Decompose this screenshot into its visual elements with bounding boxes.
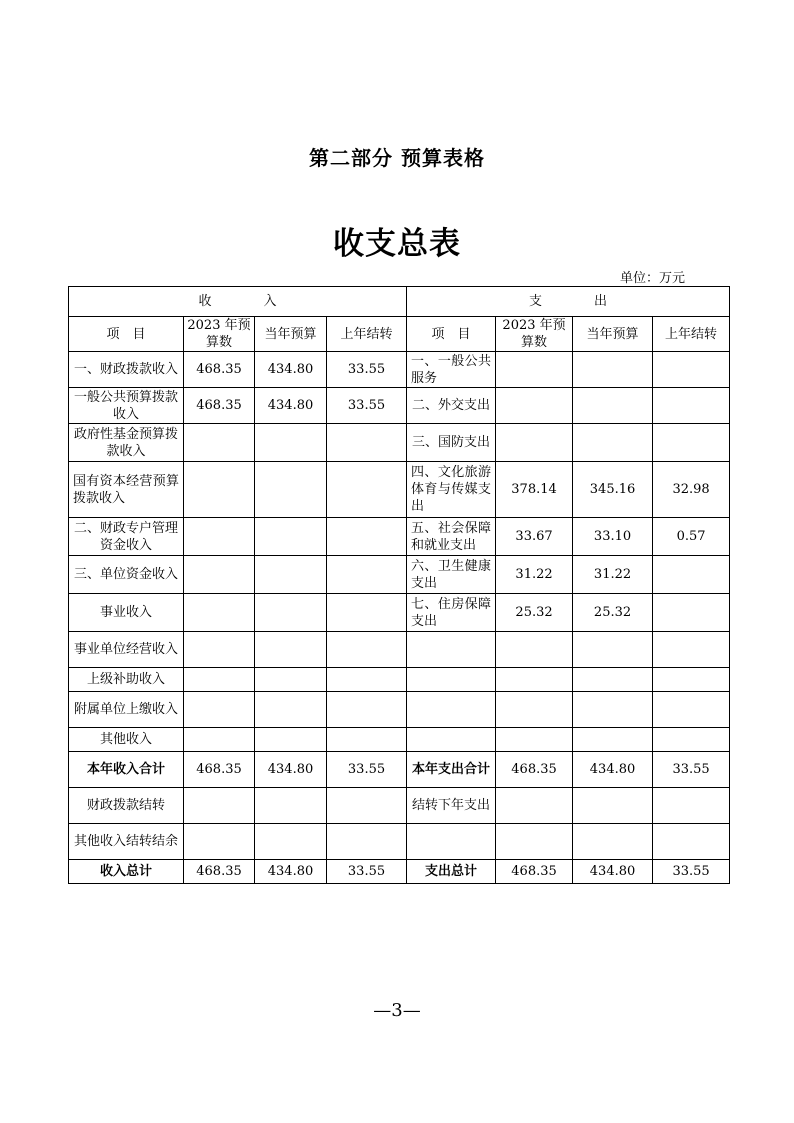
expense-carryover-cell: 32.98 bbox=[653, 462, 730, 518]
expense-budget-2023-cell bbox=[496, 728, 573, 752]
expense-item-cell: 二、外交支出 bbox=[407, 388, 496, 424]
expense-current-year-cell: 33.10 bbox=[573, 518, 653, 556]
income-item-cell: 上级补助收入 bbox=[69, 668, 184, 692]
income-budget-2023-cell: 468.35 bbox=[184, 860, 255, 884]
income-current-year-cell bbox=[255, 424, 327, 462]
expense-item-cell: 支出总计 bbox=[407, 860, 496, 884]
expense-current-year-cell bbox=[573, 788, 653, 824]
expense-carryover-cell bbox=[653, 424, 730, 462]
income-budget-2023-cell bbox=[184, 462, 255, 518]
income-budget-2023-cell bbox=[184, 424, 255, 462]
expense-item-cell bbox=[407, 692, 496, 728]
table-row bbox=[69, 668, 730, 692]
expense-current-year-cell bbox=[573, 632, 653, 668]
income-budget-2023-cell bbox=[184, 668, 255, 692]
income-budget-2023-cell bbox=[184, 788, 255, 824]
income-section-header: 收 入 bbox=[69, 287, 407, 317]
income-budget-2023-cell bbox=[184, 728, 255, 752]
income-carryover-cell bbox=[327, 824, 407, 860]
income-carryover-cell bbox=[327, 518, 407, 556]
expense-carryover-cell bbox=[653, 388, 730, 424]
expense-budget-2023-cell bbox=[496, 668, 573, 692]
expense-budget-2023-cell: 378.14 bbox=[496, 462, 573, 518]
expense-item-cell bbox=[407, 824, 496, 860]
expense-budget-2023-cell: 468.35 bbox=[496, 860, 573, 884]
expense-current-year-cell bbox=[573, 668, 653, 692]
expense-carryover-cell bbox=[653, 594, 730, 632]
expense-item-cell: 一、一般公共服务 bbox=[407, 352, 496, 388]
expense-budget-2023-cell bbox=[496, 632, 573, 668]
income-item-cell: 国有资本经营预算拨款收入 bbox=[69, 462, 184, 518]
income-current-year-cell bbox=[255, 788, 327, 824]
expense-item-cell: 本年支出合计 bbox=[407, 752, 496, 788]
expense-current-year-cell: 434.80 bbox=[573, 752, 653, 788]
expense-carryover-cell bbox=[653, 692, 730, 728]
income-current-year-cell bbox=[255, 594, 327, 632]
income-carryover-cell bbox=[327, 462, 407, 518]
income-item-cell: 附属单位上缴收入 bbox=[69, 692, 184, 728]
expense-carryover-cell: 0.57 bbox=[653, 518, 730, 556]
income-budget-2023-cell: 468.35 bbox=[184, 352, 255, 388]
table-row bbox=[69, 556, 730, 594]
col-header-income-item: 项 目 bbox=[69, 317, 184, 352]
col-header-expense-carryover: 上年结转 bbox=[653, 317, 730, 352]
income-item-cell: 三、单位资金收入 bbox=[69, 556, 184, 594]
income-budget-2023-cell bbox=[184, 594, 255, 632]
income-carryover-cell bbox=[327, 728, 407, 752]
expense-item-cell: 六、卫生健康支出 bbox=[407, 556, 496, 594]
expense-item-cell bbox=[407, 632, 496, 668]
page-number: —3— bbox=[373, 1000, 421, 1021]
table-row bbox=[69, 752, 730, 788]
col-header-income-current-year: 当年预算 bbox=[255, 317, 327, 352]
col-header-expense-budget-2023: 2023 年预算数 bbox=[496, 317, 573, 352]
column-header-row bbox=[69, 317, 730, 352]
expense-budget-2023-cell bbox=[496, 388, 573, 424]
income-budget-2023-cell bbox=[184, 824, 255, 860]
income-budget-2023-cell: 468.35 bbox=[184, 388, 255, 424]
expense-carryover-cell: 33.55 bbox=[653, 860, 730, 884]
table-row bbox=[69, 728, 730, 752]
expense-item-cell: 五、社会保障和就业支出 bbox=[407, 518, 496, 556]
income-current-year-cell bbox=[255, 632, 327, 668]
expense-carryover-cell bbox=[653, 632, 730, 668]
expense-carryover-cell: 33.55 bbox=[653, 752, 730, 788]
table-row bbox=[69, 632, 730, 668]
income-carryover-cell: 33.55 bbox=[327, 860, 407, 884]
expense-section-header: 支 出 bbox=[407, 287, 730, 317]
expense-carryover-cell bbox=[653, 556, 730, 594]
income-item-cell: 事业收入 bbox=[69, 594, 184, 632]
expense-carryover-cell bbox=[653, 824, 730, 860]
expense-item-cell: 结转下年支出 bbox=[407, 788, 496, 824]
expense-budget-2023-cell bbox=[496, 824, 573, 860]
col-header-income-carryover: 上年结转 bbox=[327, 317, 407, 352]
income-carryover-cell bbox=[327, 556, 407, 594]
income-current-year-cell bbox=[255, 556, 327, 594]
col-header-expense-current-year: 当年预算 bbox=[573, 317, 653, 352]
expense-current-year-cell bbox=[573, 692, 653, 728]
expense-budget-2023-cell bbox=[496, 788, 573, 824]
expense-carryover-cell bbox=[653, 728, 730, 752]
expense-budget-2023-cell bbox=[496, 352, 573, 388]
income-current-year-cell: 434.80 bbox=[255, 752, 327, 788]
income-item-cell: 一般公共预算拨款收入 bbox=[69, 388, 184, 424]
income-budget-2023-cell bbox=[184, 632, 255, 668]
expense-budget-2023-cell: 33.67 bbox=[496, 518, 573, 556]
income-current-year-cell bbox=[255, 668, 327, 692]
table-row bbox=[69, 462, 730, 518]
income-current-year-cell: 434.80 bbox=[255, 352, 327, 388]
expense-carryover-cell bbox=[653, 668, 730, 692]
income-item-cell: 其他收入结转结余 bbox=[69, 824, 184, 860]
income-current-year-cell bbox=[255, 462, 327, 518]
expense-budget-2023-cell: 31.22 bbox=[496, 556, 573, 594]
expense-item-cell: 四、文化旅游体育与传媒支出 bbox=[407, 462, 496, 518]
col-header-income-budget-2023: 2023 年预算数 bbox=[184, 317, 255, 352]
income-carryover-cell bbox=[327, 594, 407, 632]
table-row bbox=[69, 388, 730, 424]
income-budget-2023-cell: 468.35 bbox=[184, 752, 255, 788]
expense-budget-2023-cell: 25.32 bbox=[496, 594, 573, 632]
income-carryover-cell: 33.55 bbox=[327, 388, 407, 424]
income-item-cell: 财政拨款结转 bbox=[69, 788, 184, 824]
table-body bbox=[69, 352, 730, 884]
income-carryover-cell bbox=[327, 788, 407, 824]
table-row bbox=[69, 594, 730, 632]
income-current-year-cell: 434.80 bbox=[255, 388, 327, 424]
income-current-year-cell: 434.80 bbox=[255, 860, 327, 884]
income-carryover-cell bbox=[327, 692, 407, 728]
expense-carryover-cell bbox=[653, 788, 730, 824]
unit-label: 单位：万元 bbox=[620, 271, 686, 286]
expense-current-year-cell: 25.32 bbox=[573, 594, 653, 632]
income-budget-2023-cell bbox=[184, 556, 255, 594]
income-item-cell: 本年收入合计 bbox=[69, 752, 184, 788]
expense-item-cell: 三、国防支出 bbox=[407, 424, 496, 462]
income-current-year-cell bbox=[255, 824, 327, 860]
expense-current-year-cell bbox=[573, 424, 653, 462]
table-row bbox=[69, 788, 730, 824]
table-title: 收支总表 bbox=[333, 226, 461, 262]
expense-item-cell: 七、住房保障支出 bbox=[407, 594, 496, 632]
expense-current-year-cell bbox=[573, 728, 653, 752]
income-item-cell: 其他收入 bbox=[69, 728, 184, 752]
income-current-year-cell bbox=[255, 518, 327, 556]
expense-item-cell bbox=[407, 668, 496, 692]
table-row bbox=[69, 860, 730, 884]
expense-current-year-cell bbox=[573, 352, 653, 388]
income-item-cell: 一、财政拨款收入 bbox=[69, 352, 184, 388]
expense-current-year-cell bbox=[573, 824, 653, 860]
table-row bbox=[69, 692, 730, 728]
income-carryover-cell: 33.55 bbox=[327, 352, 407, 388]
income-current-year-cell bbox=[255, 692, 327, 728]
expense-current-year-cell: 434.80 bbox=[573, 860, 653, 884]
part-title: 第二部分 预算表格 bbox=[309, 146, 485, 170]
income-item-cell: 二、财政专户管理资金收入 bbox=[69, 518, 184, 556]
expense-current-year-cell: 345.16 bbox=[573, 462, 653, 518]
income-carryover-cell: 33.55 bbox=[327, 752, 407, 788]
expense-current-year-cell bbox=[573, 388, 653, 424]
income-carryover-cell bbox=[327, 668, 407, 692]
expense-budget-2023-cell: 468.35 bbox=[496, 752, 573, 788]
income-item-cell: 事业单位经营收入 bbox=[69, 632, 184, 668]
expense-carryover-cell bbox=[653, 352, 730, 388]
table-row bbox=[69, 424, 730, 462]
income-budget-2023-cell bbox=[184, 518, 255, 556]
expense-budget-2023-cell bbox=[496, 692, 573, 728]
expense-budget-2023-cell bbox=[496, 424, 573, 462]
col-header-expense-item: 项 目 bbox=[407, 317, 496, 352]
income-item-cell: 政府性基金预算拨款收入 bbox=[69, 424, 184, 462]
income-carryover-cell bbox=[327, 632, 407, 668]
budget-summary-table bbox=[68, 286, 730, 884]
expense-item-cell bbox=[407, 728, 496, 752]
section-header-row bbox=[69, 287, 730, 317]
table-row bbox=[69, 824, 730, 860]
income-budget-2023-cell bbox=[184, 692, 255, 728]
income-current-year-cell bbox=[255, 728, 327, 752]
income-item-cell: 收入总计 bbox=[69, 860, 184, 884]
table-row bbox=[69, 352, 730, 388]
expense-current-year-cell: 31.22 bbox=[573, 556, 653, 594]
income-carryover-cell bbox=[327, 424, 407, 462]
table-row bbox=[69, 518, 730, 556]
